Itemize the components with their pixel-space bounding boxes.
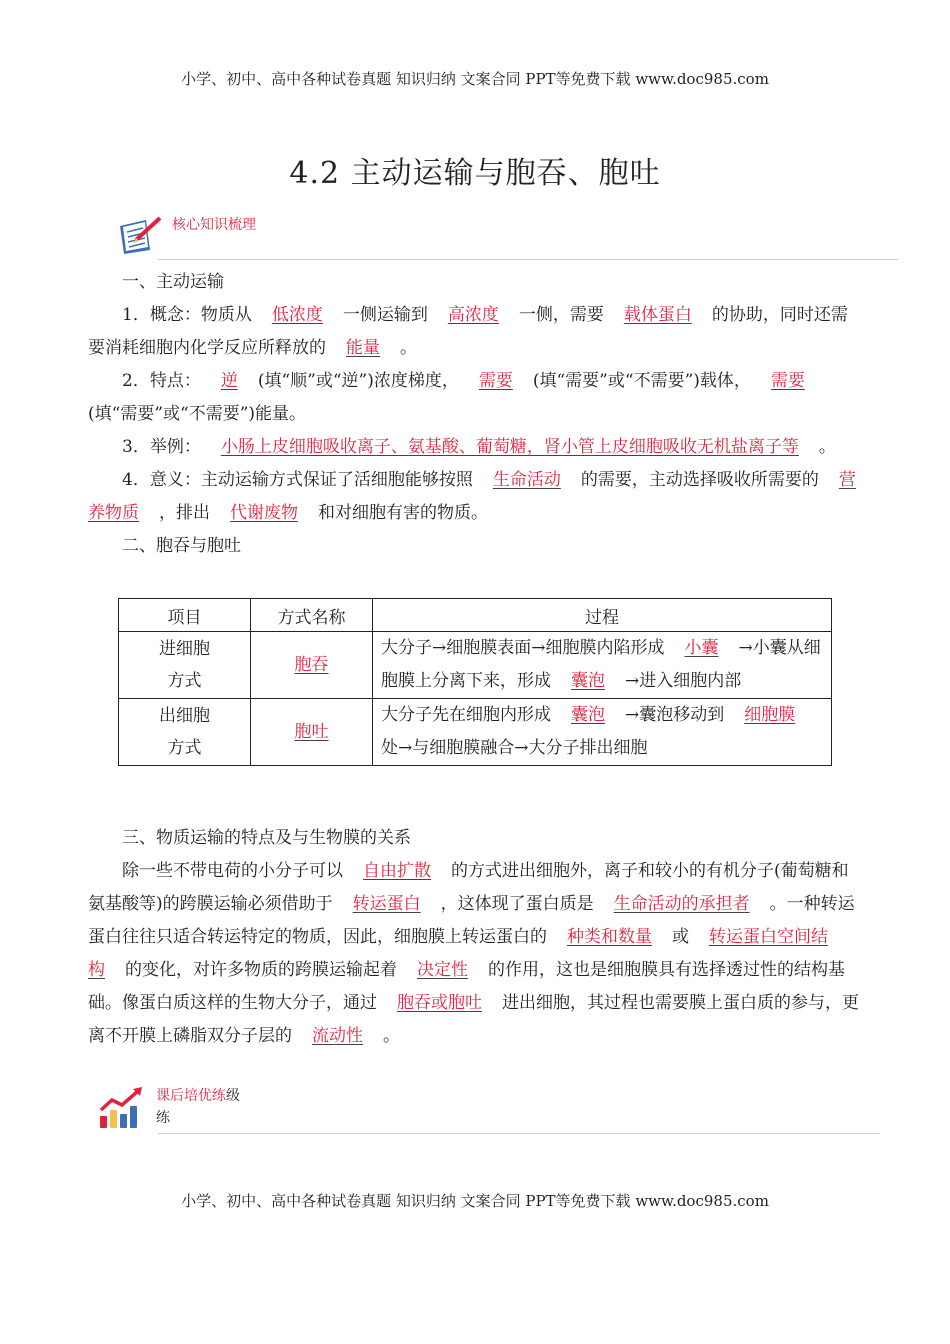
table-header-cell: 项目 xyxy=(119,599,251,632)
answer-blank: 生命活动 xyxy=(492,470,561,490)
answer-blank: 代谢废物 xyxy=(230,503,298,523)
page-title: 4.2 主动运输与胞吞、胞吐 xyxy=(289,156,661,191)
section-title-practice: 课后培优练级 练 xyxy=(156,1088,240,1126)
paragraph-membrane-relation: 除一些不带电荷的小分子可以 自由扩散 的方式进出细胞外，离子和较小的有机分子(葡萄糖和氨基酸等)的跨膜运输必须借助于 转运蛋白 ，这体现了蛋白质是 生命活动的承担者 。一种转运蛋白往往只适合转运特定的物质，因此，细胞膜上转运蛋白的 种类和数量 或 转运蛋白空间结构 的变化，对许多物质的跨膜运输起着 决定性 的作用，这也是细胞膜具有选择透过性的结构基础。像蛋白质这样的生物大分子，通过 胞吞或胞吐 进出细胞，其过程也需要膜上蛋白质的参与，更离不开膜上磷脂双分子层的 流动性 。 xyxy=(88,861,859,1046)
part-active-transport xyxy=(88,266,864,563)
section-heading: 二、胞吞与胞吐 xyxy=(122,536,241,556)
answer-blank: 胞吞或胞吐 xyxy=(397,993,482,1013)
answer-blank: 需要 xyxy=(770,371,805,391)
table-cell-item: 出细胞 方式 xyxy=(119,699,251,766)
section-title-core: 核心知识梳理 xyxy=(172,217,256,233)
answer-blank: 低浓度 xyxy=(271,305,323,325)
paragraph-features: 2．特点： 逆 (填“顺”或“逆”)浓度梯度， 需要 (填“需要”或“不需要”)载体， 需要(填“需要”或“不需要”)能量。 xyxy=(88,365,864,431)
answer-blank: 载体蛋白 xyxy=(623,305,692,325)
paragraph-examples: 3．举例： 小肠上皮细胞吸收离子、氨基酸、葡萄糖，肾小管上皮细胞吸收无机盐离子等 。 xyxy=(122,437,836,457)
part-transport-membrane xyxy=(88,822,864,1053)
answer-blank: 胞吞 xyxy=(294,655,329,675)
section-heading: 一、主动运输 xyxy=(122,272,224,292)
answer-blank: 生命活动的承担者 xyxy=(613,894,750,914)
table-header-row xyxy=(119,599,832,632)
growth-chart-icon xyxy=(98,1086,144,1128)
section-badge-core xyxy=(116,212,256,260)
answer-blank: 逆 xyxy=(220,371,238,391)
section-divider xyxy=(158,1133,880,1134)
section-badge-practice xyxy=(98,1086,240,1129)
notebook-pen-icon xyxy=(116,212,164,260)
table-cell-process: 大分子先在细胞内形成 囊泡 →囊泡移动到 细胞膜处→与细胞膜融合→大分子排出细胞 xyxy=(373,699,832,766)
answer-blank: 种类和数量 xyxy=(567,927,652,947)
table-cell-process: 大分子→细胞膜表面→细胞膜内陷形成 小囊 →小囊从细胞膜上分离下来，形成 囊泡 →进入细胞内部 xyxy=(373,632,832,699)
paragraph-significance: 4．意义：主动运输方式保证了活细胞能够按照 生命活动 的需要，主动选择吸收所需要的 营养物质 ，排出 代谢废物 和对细胞有害的物质。 xyxy=(88,470,856,523)
table-cell-item: 进细胞 方式 xyxy=(119,632,251,699)
page-footer: 小学、初中、高中各种试卷真题 知识归纳 文案合同 PPT等免费下载 www.doc985.com xyxy=(181,1192,769,1210)
endocytosis-exocytosis-table xyxy=(118,598,832,766)
paragraph-concept: 1．概念：物质从 低浓度 一侧运输到 高浓度 一侧，需要 载体蛋白 的协助，同时还需要消耗细胞内化学反应所释放的 能量 。 xyxy=(88,305,848,358)
table-header-cell: 过程 xyxy=(373,599,832,632)
page-header: 小学、初中、高中各种试卷真题 知识归纳 文案合同 PPT等免费下载 www.doc985.com xyxy=(181,70,769,88)
answer-blank: 能量 xyxy=(346,338,380,358)
answer-blank: 流动性 xyxy=(312,1026,363,1046)
answer-blank: 需要 xyxy=(478,371,513,391)
answer-blank: 决定性 xyxy=(417,960,468,980)
answer-blank: 胞吐 xyxy=(294,722,329,742)
answer-blank: 细胞膜 xyxy=(744,705,796,725)
table-row xyxy=(119,632,832,699)
answer-blank: 自由扩散 xyxy=(363,861,431,881)
section-divider xyxy=(158,259,898,260)
answer-blank: 小肠上皮细胞吸收离子、氨基酸、葡萄糖，肾小管上皮细胞吸收无机盐离子等 xyxy=(220,437,799,457)
table-row xyxy=(119,699,832,766)
answer-blank: 囊泡 xyxy=(571,671,605,691)
table-cell-name xyxy=(251,632,373,699)
answer-blank: 小囊 xyxy=(684,638,719,658)
section-heading: 三、物质运输的特点及与生物膜的关系 xyxy=(122,828,411,848)
answer-blank: 营养物质 xyxy=(88,470,856,523)
answer-blank: 转运蛋白空间结构 xyxy=(88,927,828,980)
table-cell-name xyxy=(251,699,373,766)
answer-blank: 囊泡 xyxy=(571,705,605,725)
table-header-cell: 方式名称 xyxy=(251,599,373,632)
answer-blank: 高浓度 xyxy=(447,305,499,325)
answer-blank: 转运蛋白 xyxy=(352,894,421,914)
